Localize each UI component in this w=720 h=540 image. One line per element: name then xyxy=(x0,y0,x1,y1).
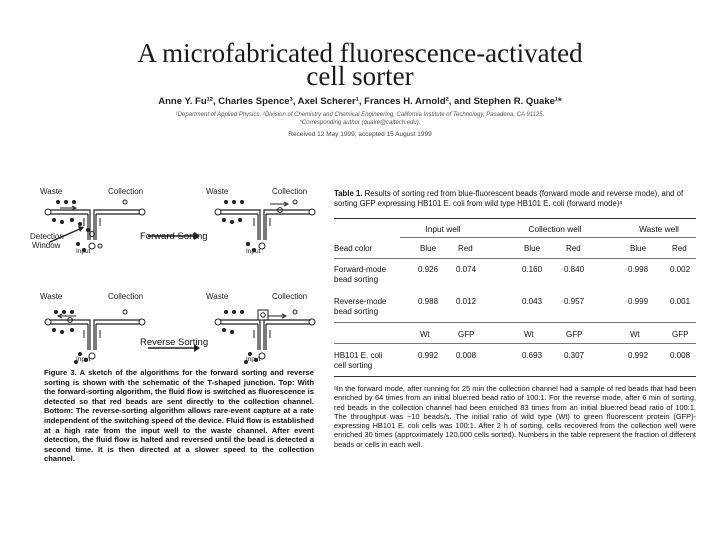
table-cell: 0.926 xyxy=(418,265,439,274)
row-label: Reverse-mode xyxy=(334,297,387,306)
label-collection-br: Collection xyxy=(272,292,308,301)
label-collection-bl: Collection xyxy=(108,292,144,301)
table-cell: 0.307 xyxy=(564,351,585,360)
row-label: bead sorting xyxy=(334,307,379,316)
table-cell: 0.008 xyxy=(670,351,691,360)
table-cell: 0.008 xyxy=(456,351,477,360)
t-junction-forward-after xyxy=(215,200,315,252)
table-cell: 0.999 xyxy=(628,297,649,306)
label-collection-tl: Collection xyxy=(108,187,144,196)
row-label: Forward-mode xyxy=(334,265,387,274)
table-1-label: Table 1. xyxy=(334,189,363,198)
table-cell: 0.002 xyxy=(670,265,691,274)
label-collection-tr: Collection xyxy=(272,187,308,196)
table-1-caption-text: Results of sorting red from blue-fluorescent beads (forward mode and reverse mode), and of sorting GFP expressing HB101 E. coli from wild type HB101 E. coli (forward mode)ᵃ xyxy=(334,189,684,208)
label-waste-bl: Waste xyxy=(40,292,63,301)
label-reverse-sorting: Reverse Sorting xyxy=(140,337,209,348)
row-label: bead sorting xyxy=(334,275,379,284)
corresponding-author: *Corresponding author (quake@caltech.edu). xyxy=(299,120,421,126)
label-waste-tl: Waste xyxy=(40,187,63,196)
t-junction-reverse-before xyxy=(45,310,145,364)
label-window: Window xyxy=(32,241,61,250)
table-cell: 0.001 xyxy=(670,297,691,306)
affiliations: ¹Department of Applied Physics, ²Division of Chemistry and Chemical Engineering, California Institute of Technology, Pasadena, CA 91125. xyxy=(175,112,545,118)
header-input-red: Red xyxy=(458,244,473,253)
header-collection-red: Red xyxy=(566,244,581,253)
paper-title-line1: A microfabricated fluorescence-activated xyxy=(137,38,583,68)
header-waste-red: Red xyxy=(672,244,687,253)
header-waste-gfp: GFP xyxy=(672,330,689,339)
label-waste-br: Waste xyxy=(206,292,229,301)
table-1-footnote: ᵃIn the forward mode, after running for 25 min the collection channel had a sample of red beads that had been enriched by 64 times from an initial blue:red bead ratio of 100:1. For the reverse mode, after 6 min of sorting, red beads in the collection channel had been enriched 83 times from an initial blue:red bead ratio of 100:1. The throughput was ~10 beads/s. The initial ratio of wild type (Wt) to green fluorescent protein (GFP)-expressing HB101 E. coli cells was 100:1. After 2 h of sorting, cells recovered from the collection well were enriched 30 times (approximately 120,000 cells sorted). Numbers in the table represent the fraction of different beads or cells in each well. xyxy=(334,384,696,449)
table-cell: 0.957 xyxy=(564,297,585,306)
header-collection-wt: Wt xyxy=(524,330,534,339)
header-collection-blue: Blue xyxy=(524,244,541,253)
author-list: Anne Y. Fu¹², Charles Spence³, Axel Scherer¹, Frances H. Arnold², and Stephen R. Quake¹* xyxy=(158,96,562,107)
row-label: HB101 E. coli xyxy=(334,351,383,360)
label-detection: Detection xyxy=(30,232,64,241)
table-cell: 0.840 xyxy=(564,265,585,274)
table-cell: 0.693 xyxy=(522,351,543,360)
label-input-tl: Input xyxy=(76,248,91,255)
table-cell: 0.012 xyxy=(456,297,477,306)
figure-3-caption: Figure 3. A sketch of the algorithms for the forward sorting and reverse sorting is shown with the schematic of the T-shaped junction. Top: With the forward-sorting algorithm, the fluid flow is switched as fluorescence is detected so that red beads are sent directly to the collection channel. Bottom: The reverse-sorting algorithm allows rare-event capture at a rate independent of the switching speed of the device. Fluid flow is established at a high rate from the input well to the waste channel. After event detection, the fluid flow is halted and reversed until the bead is detected a second time. It is then directed at a slower speed to the collection channel. xyxy=(44,368,314,464)
table-cell: 0.074 xyxy=(456,265,477,274)
header-waste-blue: Blue xyxy=(630,244,647,253)
table-cell: 0.998 xyxy=(628,265,649,274)
label-input-br: Input xyxy=(246,356,261,363)
group-input-well: Input well xyxy=(425,224,461,234)
table-cell: 0.992 xyxy=(628,351,649,360)
group-waste-well: Waste well xyxy=(639,224,679,234)
table-cell: 0.043 xyxy=(522,297,543,306)
label-input-tr: Input xyxy=(246,248,261,255)
label-waste-tr: Waste xyxy=(206,187,229,196)
header-input-wt: Wt xyxy=(420,330,430,339)
header-bead-color: Bead color xyxy=(334,244,373,253)
paper-title-line2: cell sorter xyxy=(306,61,414,91)
table-1-caption xyxy=(334,189,694,208)
received-date: Received 12 May 1999; accepted 15 August 1999 xyxy=(288,131,432,138)
label-forward-sorting: Forward Sorting xyxy=(140,231,208,242)
row-label: cell sorting xyxy=(334,361,373,370)
group-collection-well: Collection well xyxy=(528,224,582,234)
header-waste-wt: Wt xyxy=(630,330,640,339)
header-collection-gfp: GFP xyxy=(566,330,583,339)
table-cell: 0.988 xyxy=(418,297,439,306)
header-input-blue: Blue xyxy=(420,244,437,253)
header-input-gfp: GFP xyxy=(458,330,475,339)
t-junction-reverse-after xyxy=(215,310,315,364)
table-cell: 0.992 xyxy=(418,351,439,360)
table-cell: 0.160 xyxy=(522,265,543,274)
label-input-bl: Input xyxy=(76,356,91,363)
